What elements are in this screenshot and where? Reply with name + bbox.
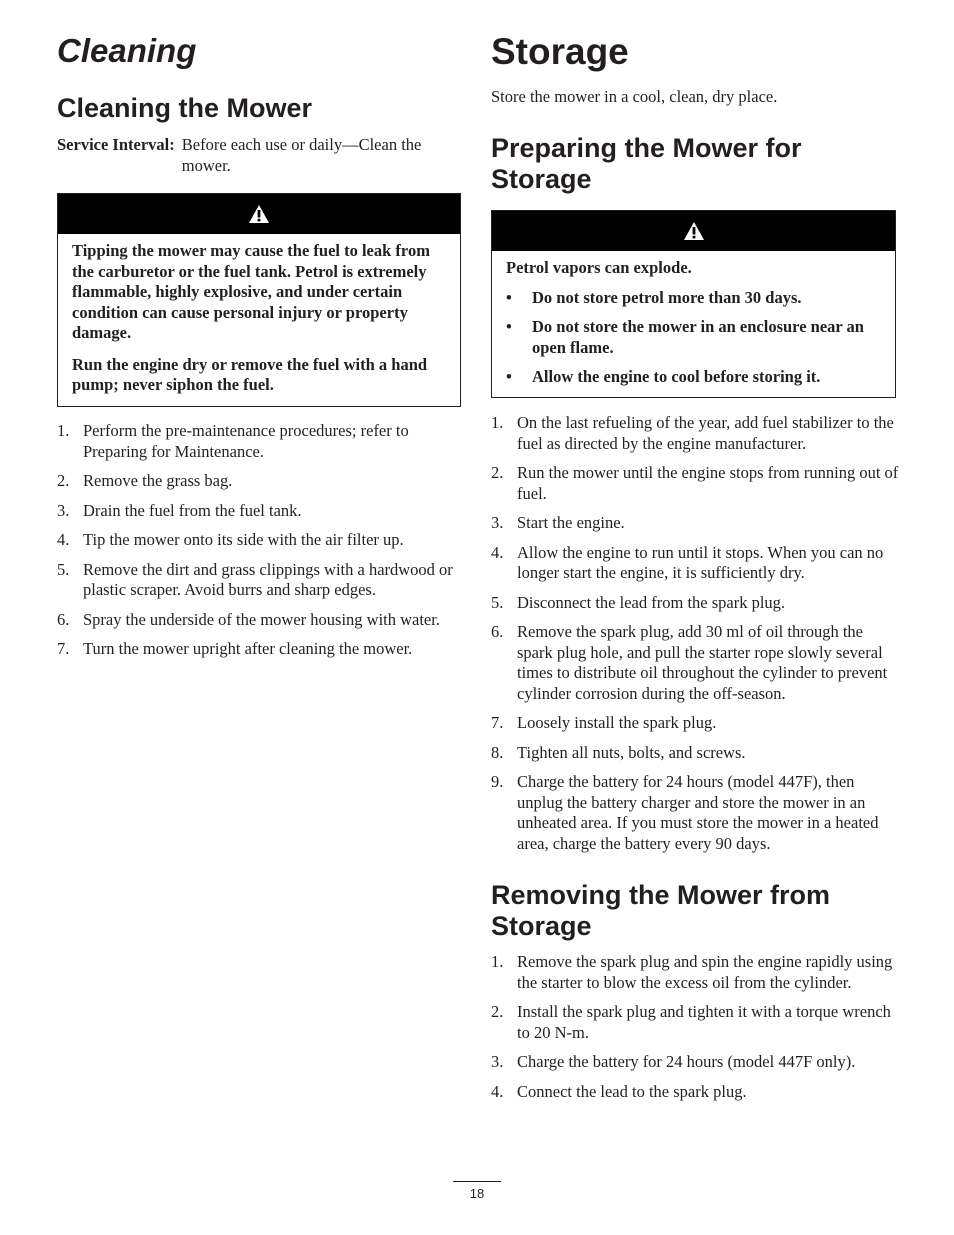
step-text: Allow the engine to run until it stops. When you can no longer start the engine, it is sufficiently dry.: [517, 542, 884, 582]
step-text: Spray the underside of the mower housing with water.: [83, 609, 440, 629]
list-item: [491, 1082, 897, 1103]
step-text: Charge the battery for 24 hours (model 447F), then unplug the battery charger and store the mower in an unheated area. If you must store the mower in a heated area, charge the battery every 90 days.: [517, 772, 879, 853]
list-item: [491, 543, 901, 584]
storage-warning-box: [491, 210, 896, 398]
warning-triangle-icon: [683, 221, 705, 241]
list-item: [491, 593, 901, 614]
list-item: [491, 1002, 897, 1043]
step-text: Drain the fuel from the fuel tank.: [83, 500, 302, 520]
step-number: 4.: [491, 1081, 504, 1101]
step-number: 5.: [491, 592, 504, 612]
list-item: [491, 1052, 897, 1073]
list-item: [491, 463, 901, 504]
list-item: [57, 471, 465, 492]
step-text: Charge the battery for 24 hours (model 447F only).: [517, 1052, 856, 1071]
step-text: Disconnect the lead from the spark plug.: [517, 592, 786, 612]
step-number: 6.: [491, 622, 504, 641]
list-item: [57, 530, 465, 551]
step-number: 7.: [57, 639, 70, 658]
cleaning-steps: [57, 421, 465, 669]
preparing-steps: [491, 413, 901, 863]
list-item: [57, 610, 465, 631]
step-text: Tip the mower onto its side with the air filter up.: [83, 530, 404, 549]
warning-body: [58, 234, 460, 406]
step-number: 2.: [57, 471, 70, 490]
preparing-storage-heading: Preparing the Mower for Storage: [491, 133, 802, 194]
warning-paragraph: Run the engine dry or remove the fuel with a hand pump; never siphon the fuel.: [72, 354, 428, 394]
cleaning-title: Cleaning: [57, 32, 197, 69]
list-item: [491, 713, 901, 734]
step-text: Connect the lead to the spark plug.: [517, 1081, 747, 1101]
step-number: 1.: [491, 952, 504, 971]
bullet-text: Allow the engine to cool before storing it.: [532, 367, 821, 386]
list-item: [57, 560, 465, 601]
step-number: 5.: [57, 559, 70, 579]
step-text: Turn the mower upright after cleaning the mower.: [83, 639, 413, 658]
list-item: [57, 639, 465, 660]
step-text: Remove the dirt and grass clippings with a hardwood or plastic scraper. Avoid burrs and sharp edges.: [83, 559, 453, 599]
warning-lead: Petrol vapors can explode.: [506, 258, 692, 277]
list-item: [506, 317, 881, 358]
list-item: [57, 501, 465, 522]
warning-triangle-icon: [248, 204, 270, 224]
step-text: Perform the pre-maintenance procedures; refer to Preparing for Maintenance.: [83, 421, 409, 461]
list-item: [491, 743, 901, 764]
bullet: •: [506, 367, 512, 386]
step-number: 3.: [491, 513, 504, 532]
page-number: 18: [453, 1181, 501, 1201]
cleaning-mower-heading: Cleaning the Mower: [57, 93, 313, 123]
list-item: [491, 772, 901, 854]
warning-body: [492, 251, 895, 397]
list-item: [506, 288, 881, 309]
list-item: [491, 622, 901, 704]
step-number: 4.: [491, 542, 504, 562]
step-text: Loosely install the spark plug.: [517, 713, 717, 732]
step-text: Tighten all nuts, bolts, and screws.: [517, 742, 746, 762]
step-number: 6.: [57, 609, 70, 629]
warning-paragraph: Tipping the mower may cause the fuel to leak from the carburetor or the fuel tank. Petrol is extremely flammable, highly explosive, and under certain condition can cause personal injury or property damage.: [72, 241, 430, 342]
step-text: Remove the grass bag.: [83, 471, 233, 490]
step-number: 3.: [57, 500, 70, 520]
step-text: Remove the spark plug, add 30 ml of oil through the spark plug hole, and pull the starter rope slowly several times to distribute oil throughout the cylinder to prevent cylinder corrosion during the off-season.: [517, 622, 888, 703]
service-interval-label: Service Interval:: [57, 135, 175, 154]
warning-bullets: [506, 288, 881, 388]
step-number: 1.: [491, 413, 504, 432]
step-number: 1.: [57, 421, 70, 440]
step-text: Install the spark plug and tighten it with a torque wrench to 20 N-m.: [517, 1002, 891, 1042]
bullet-text: Do not store the mower in an enclosure near an open flame.: [532, 317, 864, 357]
step-number: 7.: [491, 713, 504, 732]
step-text: Remove the spark plug and spin the engine rapidly using the starter to blow the excess oil from the cylinder.: [517, 952, 893, 992]
list-item: [57, 421, 465, 462]
list-item: [506, 367, 881, 388]
bullet: •: [506, 317, 512, 336]
list-item: [491, 513, 901, 534]
bullet-text: Do not store petrol more than 30 days.: [532, 287, 802, 307]
step-number: 9.: [491, 772, 504, 791]
removing-steps: [491, 952, 897, 1111]
list-item: [491, 413, 901, 454]
storage-intro: Store the mower in a cool, clean, dry place.: [491, 87, 778, 106]
cleaning-warning-box: [57, 193, 461, 407]
service-interval: [57, 135, 457, 176]
step-text: Run the mower until the engine stops from running out of fuel.: [517, 463, 899, 503]
removing-storage-heading: Removing the Mower from Storage: [491, 880, 831, 941]
step-text: On the last refueling of the year, add fuel stabilizer to the fuel as directed by the engine manufacturer.: [517, 413, 894, 453]
bullet: •: [506, 287, 512, 307]
storage-title: Storage: [491, 31, 629, 72]
service-interval-text: Before each use or daily—Clean the mower.: [181, 135, 422, 175]
step-number: 8.: [491, 742, 504, 762]
step-number: 2.: [491, 463, 504, 482]
list-item: [491, 952, 897, 993]
step-number: 3.: [491, 1052, 504, 1071]
step-number: 4.: [57, 530, 70, 549]
warning-header-bar: [492, 211, 895, 251]
step-number: 2.: [491, 1002, 504, 1021]
warning-header-bar: [58, 194, 460, 234]
step-text: Start the engine.: [517, 513, 625, 532]
